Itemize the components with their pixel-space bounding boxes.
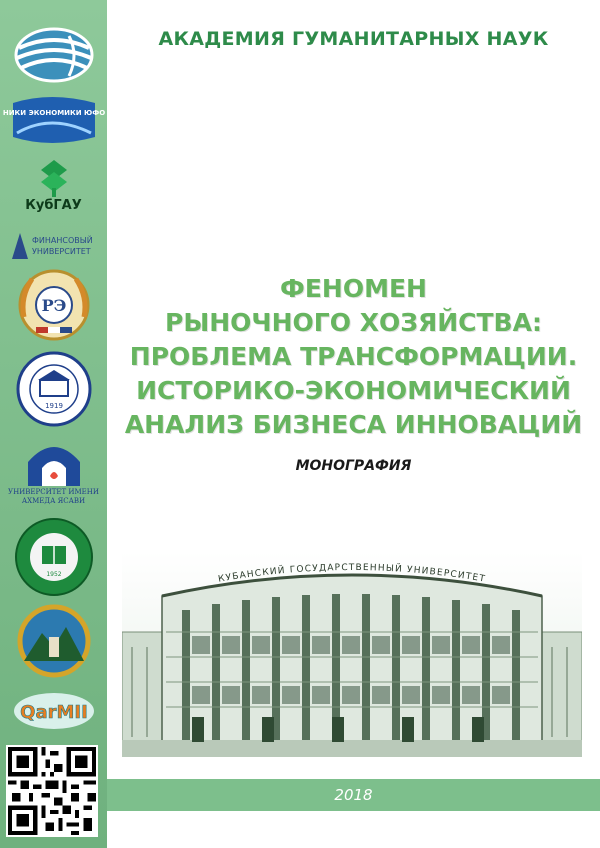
qarmii-logo-text: QarMII — [19, 702, 88, 723]
svg-text:РЭ: РЭ — [41, 296, 66, 315]
niki-logo-text: НИКИ ЭКОНОМИКИ ЮФО — [2, 108, 105, 117]
yasavi-logo-text-2: АХМЕДА ЯСАВИ — [21, 497, 86, 505]
green-seal-icon — [13, 516, 95, 598]
mountain-emblem-logo — [8, 602, 99, 682]
publisher-name: АКАДЕМИЯ ГУМАНИТАРНЫХ НАУК — [158, 28, 549, 50]
university-seal-1919-logo — [8, 350, 99, 428]
logo-sidebar — [0, 0, 107, 848]
book-type: МОНОГРАФИЯ — [295, 458, 412, 474]
dome-icon — [24, 436, 84, 488]
title-line: РЫНОЧНОГО ХОЗЯЙСТВА: — [165, 308, 542, 337]
title-line: ФЕНОМЕН — [280, 274, 427, 303]
fin-logo-text-1: ФИНАНСОВЫЙ — [31, 236, 93, 245]
publication-year: 2018 — [334, 786, 373, 804]
kubgau-logo-text: КубГАУ — [25, 197, 82, 213]
university-seal-1952-logo — [8, 516, 99, 598]
wreath-emblem-logo — [8, 266, 99, 344]
year-bar — [107, 779, 600, 811]
qr-code[interactable] — [6, 745, 98, 837]
seal-year-text: 1919 — [44, 402, 63, 410]
title-line: АНАЛИЗ БИЗНЕСА ИННОВАЦИЙ — [124, 410, 583, 439]
building-inscription: КУБАНСКИЙ ГОСУДАРСТВЕННЫЙ УНИВЕРСИТЕТ — [217, 562, 487, 585]
title-line: ИСТОРИКО-ЭКОНОМИЧЕСКИЙ — [136, 376, 571, 405]
seal-icon — [15, 350, 93, 428]
university-building-image — [122, 552, 582, 757]
kubgau-logo — [8, 150, 99, 220]
qarmii-logo — [8, 688, 99, 734]
mountain-icon — [16, 603, 92, 681]
niki-economics-logo — [2, 92, 105, 147]
green-seal-year-text: 1952 — [45, 571, 62, 578]
financial-university-logo — [8, 228, 99, 264]
yasavi-university-logo — [8, 432, 99, 510]
kubgau-leaf-icon — [37, 158, 71, 198]
yasavi-logo-text-1: УНИВЕРСИТЕТ ИМЕНИ — [8, 488, 99, 496]
fin-logo-text-2: УНИВЕРСИТЕТ — [31, 247, 91, 256]
academy-globe-logo — [8, 20, 99, 90]
book-title — [107, 272, 600, 442]
globe-icon — [9, 22, 99, 88]
title-line: ПРОБЛЕМА ТРАНСФОРМАЦИИ. — [129, 342, 578, 371]
wreath-emblem-icon — [14, 267, 94, 343]
